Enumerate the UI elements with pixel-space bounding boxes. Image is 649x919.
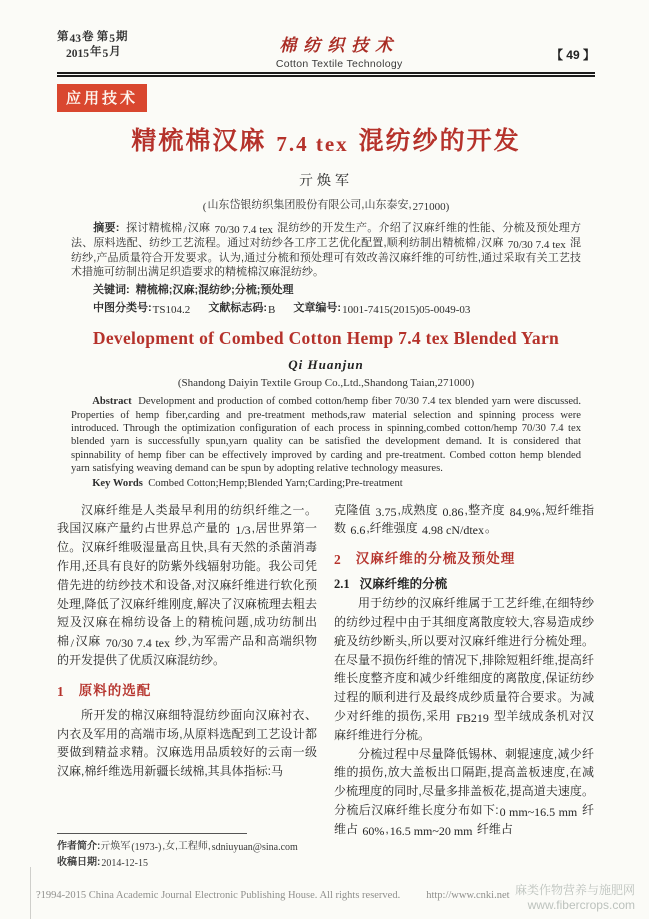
- footnote-divider: [57, 833, 247, 834]
- keywords-cn-label: 关键词:: [93, 284, 130, 297]
- copyright-text: ?1994-2015 China Academic Journal Electronic Publishing House. All rights reserved.: [36, 890, 401, 901]
- left-column: [57, 501, 317, 875]
- author-footnote: [57, 833, 317, 871]
- watermark: [515, 883, 635, 913]
- page-header: [57, 30, 595, 72]
- author-name-cn: 亓焕军: [299, 172, 353, 188]
- abstract-en: [71, 395, 581, 475]
- clc-number: 中图分类号:TS104.2: [93, 302, 191, 316]
- abstract-en-label: Abstract: [92, 396, 132, 408]
- section-1-title: 原料的选配: [78, 682, 152, 698]
- volume-issue: 第43卷 第5期: [57, 31, 128, 45]
- body-columns: [57, 501, 595, 875]
- article-id: 文章编号:1001-7415(2015)05-0049-03: [293, 302, 471, 316]
- cnki-url: http://www.cnki.net: [426, 890, 510, 901]
- received-date: 收稿日期:2014-12-15: [57, 856, 149, 870]
- intro-paragraph: 汉麻纤维是人类最早利用的纺织纤维之一。我国汉麻产量约占世界总产量的 1/3,居世界第一位。汉麻纤维吸湿量高且快,具有天然的杀菌消毒作用,还具有良好的防紫外线辐射功能。我公司凭借先进的纺纱技术和设备,对汉麻纤维进行软化预处理,降低了汉麻纤维刚度,解决了汉麻梳理去粗去短及汉麻在棉纺设备上的精梳问题,成功纺制出棉/汉麻 70/30 7.4 tex 纱,为军需产品和高端织物的开发提供了优质汉麻混纺纱。: [57, 502, 317, 667]
- publish-date: 2015年5月: [66, 46, 121, 60]
- article-title-cn: 精梳棉汉麻 7.4 tex 混纺纱的开发: [131, 127, 521, 156]
- keywords-cn-text: 精梳棉;汉麻;混纺纱;分梳;预处理: [135, 284, 294, 297]
- keywords-en-label: Key Words: [92, 477, 143, 489]
- author-name-en: Qi Huanjun: [288, 357, 364, 373]
- author-bio: 作者简介:亓焕军(1973-),女,工程师,sdniuyuan@sina.com: [57, 840, 298, 854]
- header-divider: [57, 72, 595, 77]
- journal-masthead: [276, 31, 403, 70]
- section-2-title: 汉麻纤维的分梳及预处理: [355, 551, 516, 567]
- article-meta: [71, 299, 581, 315]
- copyright-footer: [36, 890, 510, 901]
- section-1-heading: [57, 679, 317, 699]
- journal-name-cn: 棉纺织技术: [279, 36, 400, 55]
- section-badge: 应用技术: [57, 84, 147, 112]
- abstract-en-text: Development and production of combed cotton/hemp fiber 70/30 7.4 tex blended yarn were discussed. Properties of hemp fiber,carding and pre-treatment methods,raw material selection and spinning process were introduced. Through the optimization configuration of each process in spinning,combed cotton/hemp 70/30 7.4 tex blended yarn is successfully spun,yarn quality can be satisfied the development demand. It is considered that spinnability of hemp fiber can be effectively improved by carding and pre-treatment. Combed cotton hemp blended yarn satisfying weaving demand can be spun by adopting relative technology measures.: [71, 396, 581, 475]
- keywords-cn: [71, 281, 581, 297]
- section-2-1-paragraph-2: 分梳过程中尽量降低锡林、刺辊速度,减少纤维的损伤,放大盖板出口隔距,提高盖板速度,在减少梳理度的同时,尽量多排盖板花,提高道夫速度。分梳后汉麻纤维长度分布如下:0 mm~16.5 mm 纤维占 60%,16.5 mm~20 mm 纤维占: [334, 746, 594, 838]
- section-1-paragraph: 所开发的棉汉麻细特混纺纱面向汉麻衬衣、内衣及军用的高端市场,从原料选配到工艺设计都要做到精益求精。汉麻选用品质较好的云南一级汉麻,棉纤维选用新疆长绒棉,其具体指标:马: [57, 707, 317, 779]
- section-1-number: 1: [57, 683, 65, 699]
- document-code: 文献标志码:B: [208, 302, 276, 316]
- page-number: 【 49 】: [550, 48, 595, 62]
- scan-edge-artifact: [30, 867, 31, 919]
- right-column: [334, 501, 594, 875]
- continued-paragraph: 克隆值 3.75,成熟度 0.86,整齐度 84.9%,短纤维指数 6.6,纤维强度 4.98 cN/dtex。: [334, 502, 595, 538]
- keywords-en: [71, 478, 581, 489]
- article-title-en: Development of Combed Cotton Hemp 7.4 tex Blended Yarn: [92, 328, 560, 349]
- section-2-1-heading: [334, 574, 594, 592]
- affiliation-en: (Shandong Daiyin Textile Group Co.,Ltd.,Shandong Taian,271000): [177, 377, 475, 390]
- section-2-1-number: 2.1: [334, 577, 350, 592]
- section-2-1-paragraph-1: 用于纺纱的汉麻纤维属于工艺纤维,在细特纱的纺纱过程中由于其细度离散度较大,容易造成纱疵及纺纱断头,所以要对汉麻纤维进行分梳处理。在尽量不损伤纤维的情况下,排除短粗纤维,提高纤维长度整齐度和减少纤维细度的离散度,保证纺纱过程的顺利进行及最终成纱质量符合要求。为减少对纤维的损伤,采用 FB219 型羊绒成条机对汉麻纤维进行分梳。: [334, 596, 594, 742]
- section-2-1-title: 汉麻纤维的分梳: [359, 577, 448, 592]
- abstract-cn: [71, 221, 581, 280]
- watermark-site-name: 麻类作物营养与施肥网: [514, 883, 635, 897]
- watermark-site-url: www.fibercrops.com: [527, 898, 635, 912]
- section-2-heading: [334, 547, 594, 567]
- journal-name-en: Cotton Textile Technology: [275, 58, 403, 70]
- abstract-cn-label: 摘要:: [93, 222, 120, 234]
- affiliation-cn: (山东岱银纺织集团股份有限公司,山东泰安,271000): [202, 199, 450, 213]
- volume-info: [57, 30, 127, 60]
- section-2-number: 2: [334, 552, 342, 568]
- abstract-cn-text: 探讨精梳棉/汉麻 70/30 7.4 tex 混纺纱的开发生产。介绍了汉麻纤维的性能、分梳及预处理方法、原料选配、纺纱工艺流程。通过对纺纱各工序工艺优化配置,顺利纺制出精梳棉/汉麻 70/30 7.4 tex 混纺纱,产品质量符合开发要求。认为,通过分梳和预处理可有效改善汉麻纤维的可纺性,通过采取有关工艺技术措施可纺制出满足织造要求的精梳棉汉麻混纺纱。: [71, 222, 582, 279]
- keywords-en-text: Combed Cotton;Hemp;Blended Yarn;Carding;Pre-treatment: [148, 477, 403, 489]
